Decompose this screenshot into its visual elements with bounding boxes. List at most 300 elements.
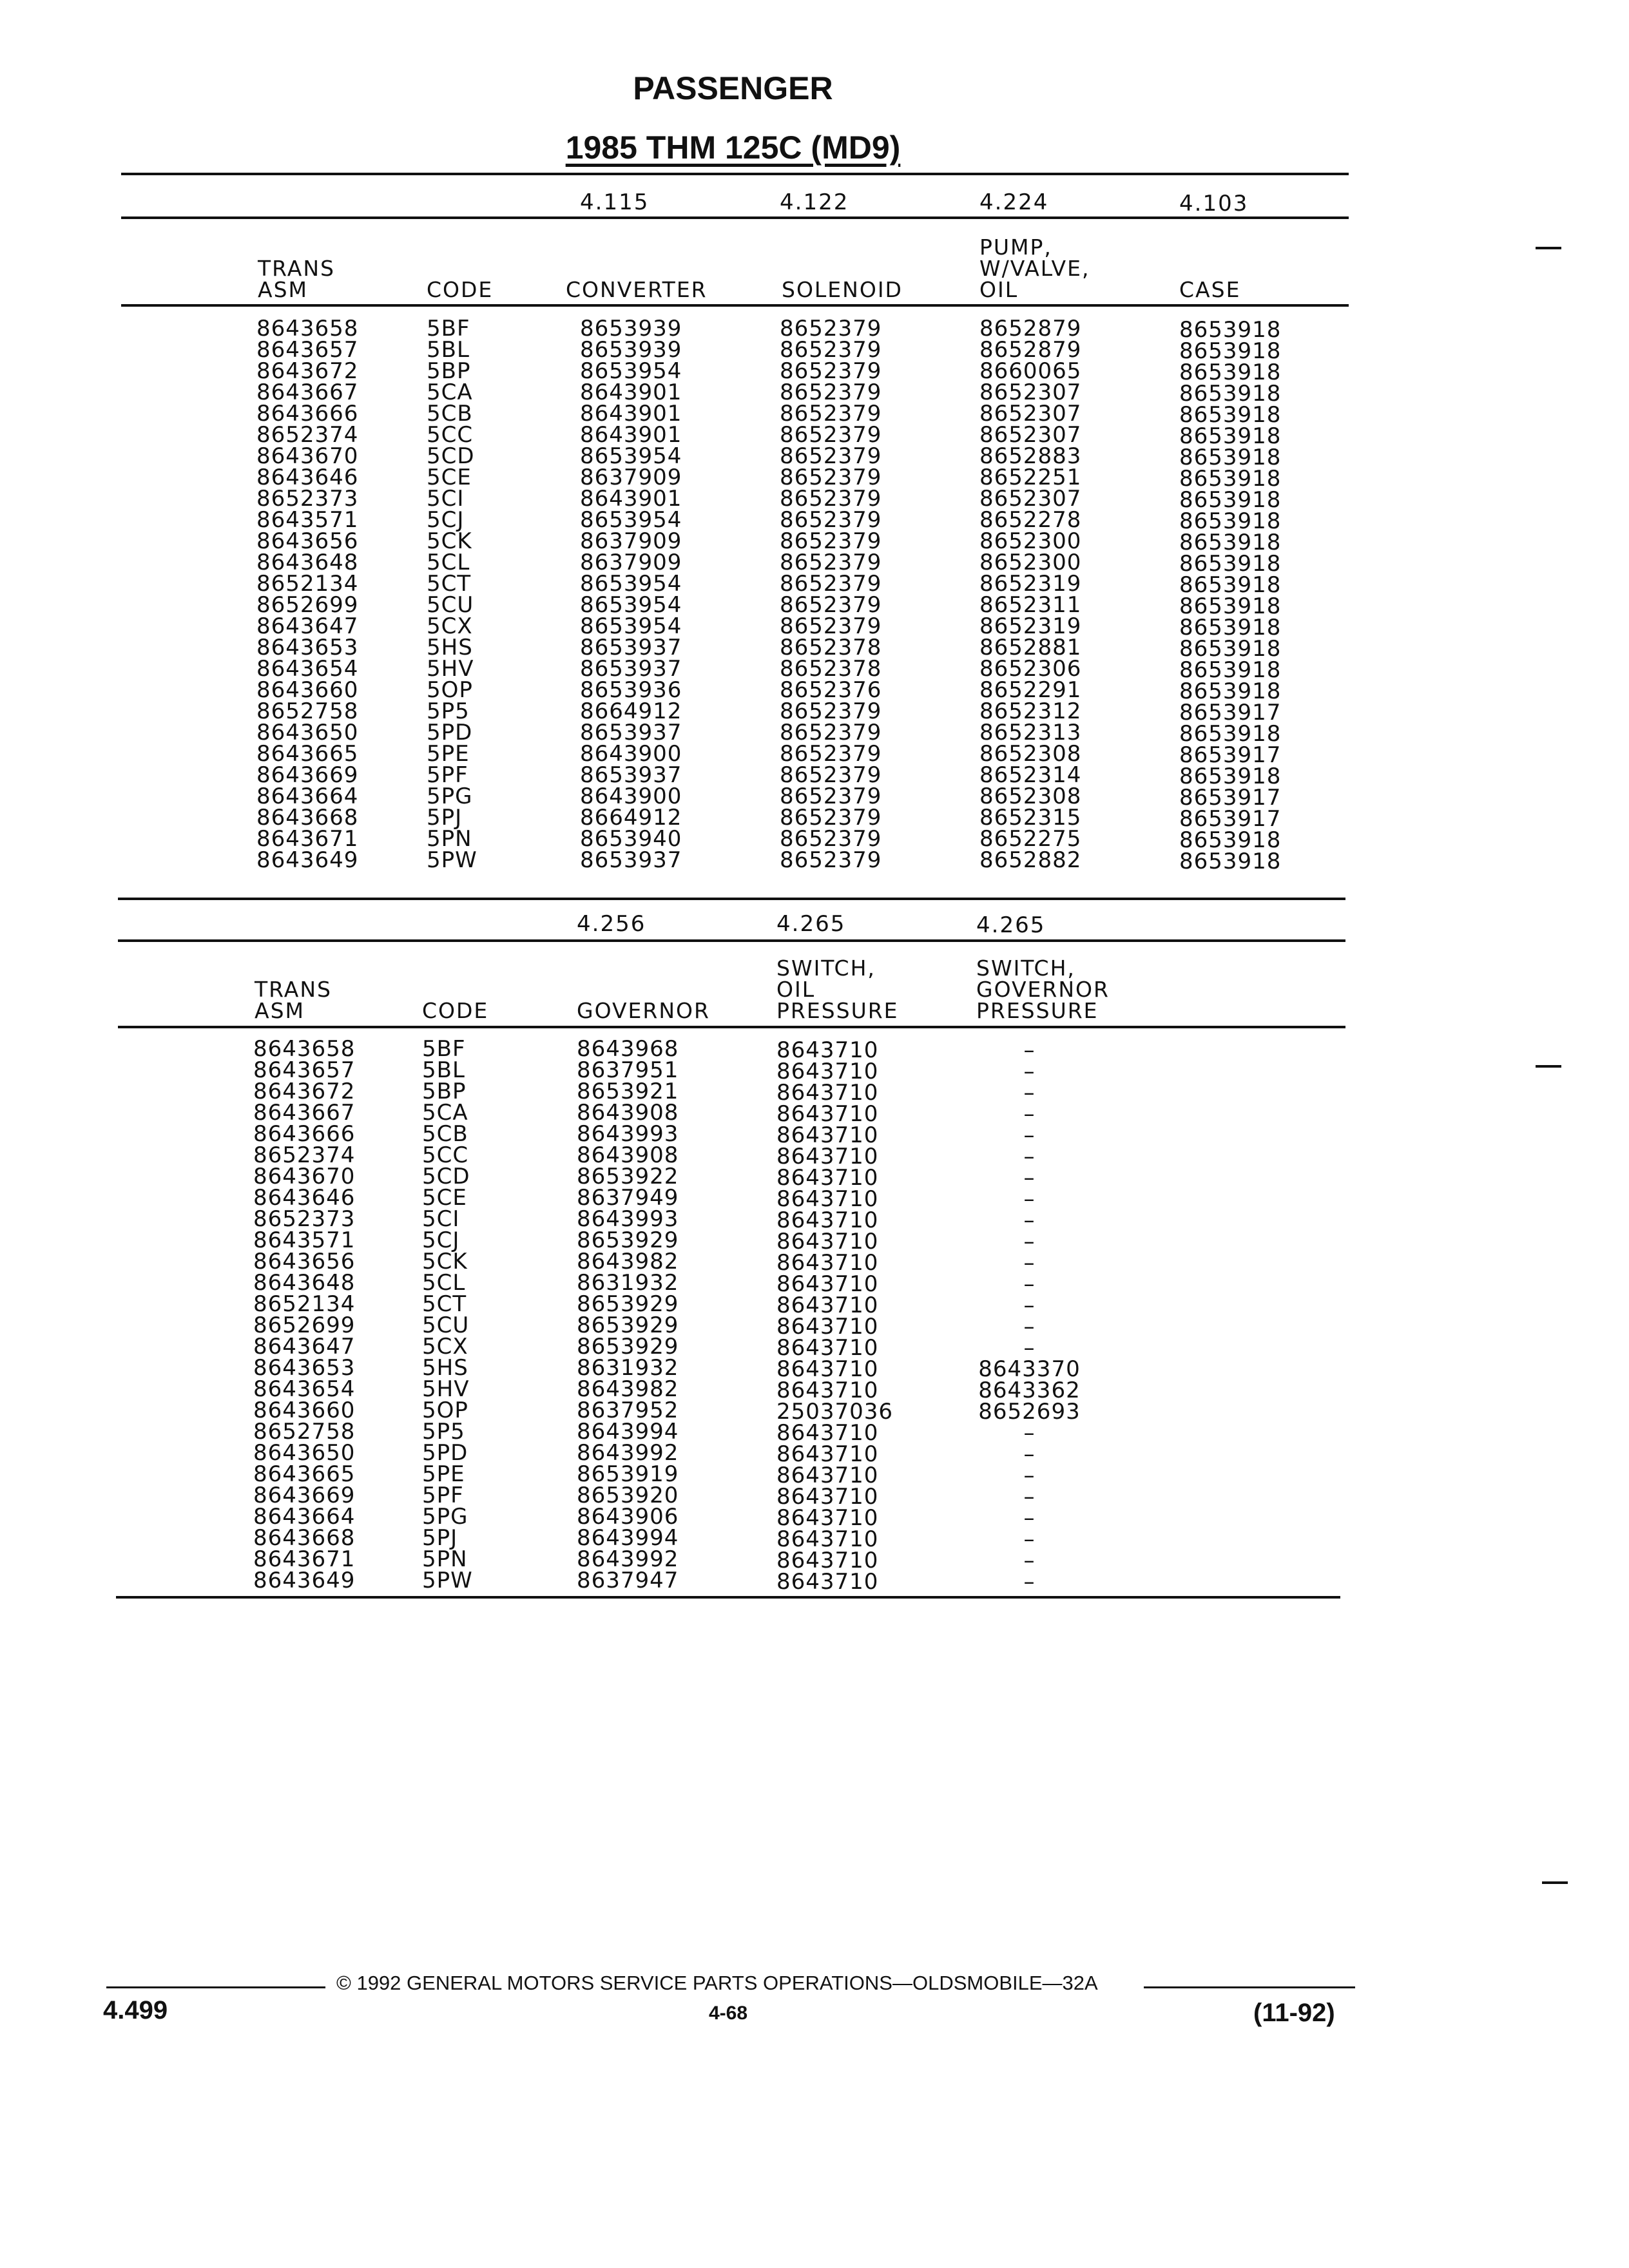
table-cell: 8653918: [1179, 593, 1282, 619]
footer-date: (11-92): [1253, 1999, 1335, 2027]
table-cell: 5CA: [422, 1100, 468, 1126]
table-cell: 8652278: [979, 507, 1082, 533]
table-cell: 8643648: [253, 1270, 356, 1296]
table-cell: 8652699: [256, 592, 359, 618]
table2-group-governor-pressure: 4.265: [976, 912, 1046, 938]
table1-header-converter: CONVERTER: [566, 277, 708, 302]
table1-col-case: [1179, 317, 1282, 874]
table-cell: 8653918: [1179, 338, 1282, 364]
table-cell: 8643993: [577, 1121, 679, 1147]
table-cell: 8652879: [979, 316, 1082, 341]
table-cell: 8652300: [979, 528, 1082, 554]
table-cell: 8643665: [256, 741, 359, 767]
table-cell: 8653954: [580, 443, 682, 469]
table-cell: 5HS: [422, 1355, 468, 1381]
table-cell: 8637909: [580, 528, 682, 554]
table-cell: 8643362: [978, 1378, 1081, 1403]
footer-copyright: © 1992 GENERAL MOTORS SERVICE PARTS OPERATIONS—OLDSMOBILE—32A: [336, 1972, 1098, 1994]
table-cell: 8653918: [1179, 615, 1282, 640]
table-cell: 8652308: [979, 783, 1082, 809]
table-cell: 8652314: [979, 762, 1082, 788]
table-cell: 8643653: [253, 1355, 356, 1381]
table-cell: 8643993: [577, 1206, 679, 1232]
table1-col-pump: [979, 318, 1081, 871]
table-cell: –: [1023, 1186, 1036, 1212]
table-cell: 8643710: [776, 1229, 879, 1254]
table-cell: 8652758: [253, 1419, 356, 1445]
table-cell: 8643908: [577, 1100, 679, 1126]
table-cell: 5CK: [427, 528, 472, 554]
table-cell: 8653937: [580, 847, 682, 873]
table-cell: 8643656: [253, 1249, 356, 1274]
table-cell: 5HS: [427, 635, 473, 660]
table-cell: 8652379: [780, 316, 882, 341]
table-cell: 8652379: [780, 337, 882, 363]
table-cell: 8643649: [253, 1568, 356, 1593]
table-cell: 8653936: [580, 677, 682, 703]
table-cell: 8643657: [253, 1057, 356, 1083]
table-cell: 8643710: [776, 1080, 879, 1106]
table-cell: 5PN: [427, 826, 472, 852]
table2-col-oil-pressure: [776, 1037, 894, 1595]
table-cell: 5CD: [422, 1164, 470, 1189]
table-cell: 8653918: [1179, 657, 1282, 683]
table2-header-code: CODE: [422, 998, 489, 1023]
table-cell: 8643710: [776, 1356, 879, 1382]
table-cell: 5BF: [422, 1036, 466, 1062]
table-cell: 8652379: [780, 528, 882, 554]
table-cell: 8652379: [780, 550, 882, 575]
table1-header-pump: PUMP, W/VALVE, OIL: [979, 235, 1090, 302]
table2-col-governor: [577, 1036, 679, 1593]
table-cell: 8653918: [1179, 423, 1282, 449]
table-cell: 8652379: [780, 486, 882, 512]
table-cell: 8652315: [979, 805, 1082, 831]
table-cell: 5CE: [427, 465, 472, 490]
footer-rule-left: [106, 1986, 325, 1988]
table-cell: 8643710: [776, 1207, 879, 1233]
table2-header-governor: GOVERNOR: [577, 998, 710, 1023]
table-cell: 8637947: [577, 1568, 679, 1593]
table-cell: 8652378: [780, 656, 882, 682]
table-cell: 8643657: [256, 337, 359, 363]
table-cell: –: [1023, 1101, 1036, 1127]
table-cell: 8653918: [1179, 849, 1282, 874]
table-cell: 8643994: [577, 1525, 679, 1551]
table-cell: 8652379: [780, 465, 882, 490]
table-cell: 8637951: [577, 1057, 679, 1083]
footer-rule-right: [1144, 1986, 1355, 1988]
table-cell: 8652379: [780, 380, 882, 405]
table-cell: 8643906: [577, 1504, 679, 1530]
table-cell: 8637949: [577, 1185, 679, 1211]
table-cell: –: [1023, 1420, 1036, 1446]
table-cell: 8652376: [780, 677, 882, 703]
table-cell: 8652379: [780, 401, 882, 427]
table-cell: 8643710: [776, 1101, 879, 1127]
table-cell: 5PW: [422, 1568, 473, 1593]
table-cell: 8653921: [577, 1079, 679, 1104]
table-cell: 8643710: [776, 1144, 879, 1169]
table1-col-trans-asm: [256, 318, 358, 871]
table-cell: 8653917: [1179, 742, 1282, 768]
table-cell: 8652379: [780, 358, 882, 384]
table-cell: 8643658: [253, 1036, 356, 1062]
table-cell: 5CJ: [422, 1227, 460, 1253]
table-cell: 8652374: [253, 1142, 356, 1168]
table-cell: 8652693: [978, 1399, 1081, 1425]
table-cell: 8643654: [256, 656, 359, 682]
table-cell: 5P5: [427, 698, 470, 724]
table-cell: 8652319: [979, 571, 1082, 597]
table-cell: –: [1023, 1441, 1036, 1467]
table-cell: 8653918: [1179, 721, 1282, 747]
table-cell: 8653940: [580, 826, 682, 852]
table-cell: –: [1023, 1229, 1036, 1254]
table-cell: 8643710: [776, 1569, 879, 1595]
table-cell: 8653929: [577, 1312, 679, 1338]
table2-header-governor-pressure: SWITCH, GOVERNOR PRESSURE: [976, 956, 1110, 1023]
table-cell: 8652134: [256, 571, 359, 597]
table-cell: 8643982: [577, 1376, 679, 1402]
table-cell: –: [1023, 1250, 1036, 1276]
table1-header-trans-asm: TRANS ASM: [258, 256, 335, 302]
table-cell: –: [1023, 1526, 1036, 1552]
table-cell: 8643656: [256, 528, 359, 554]
table-cell: 8643992: [577, 1546, 679, 1572]
table-cell: 8664912: [580, 805, 682, 831]
table-cell: 8653939: [580, 316, 682, 341]
table-cell: 8652379: [780, 720, 882, 745]
table-cell: 8652291: [979, 677, 1082, 703]
table-cell: 8643968: [577, 1036, 679, 1062]
table-cell: 8653929: [577, 1291, 679, 1317]
table-cell: 8643647: [256, 613, 359, 639]
table1-col-solenoid: [780, 318, 882, 871]
table-cell: 5HV: [422, 1376, 470, 1402]
table-cell: 8643710: [776, 1441, 879, 1467]
table-cell: 5CI: [427, 486, 465, 512]
table-cell: 5CC: [427, 422, 474, 448]
table-cell: 5CL: [427, 550, 470, 575]
footer-left-number: 4.499: [103, 1996, 168, 2024]
table-cell: 8637909: [580, 465, 682, 490]
table-cell: 8643710: [776, 1122, 879, 1148]
table-cell: 8643710: [776, 1548, 879, 1573]
table-cell: 8653918: [1179, 445, 1282, 470]
table1-col-code: [427, 318, 477, 871]
table-cell: 8643658: [256, 316, 359, 341]
table-cell: 8652379: [780, 762, 882, 788]
table1-header-rule: [121, 304, 1349, 307]
table-cell: 8653918: [1179, 381, 1282, 407]
table-cell: –: [1023, 1144, 1036, 1169]
table-cell: –: [1023, 1165, 1036, 1191]
table-cell: 5CJ: [427, 507, 465, 533]
table-cell: 8652379: [780, 613, 882, 639]
table-cell: 8643908: [577, 1142, 679, 1168]
table-cell: 8652379: [780, 443, 882, 469]
table-cell: 8643654: [253, 1376, 356, 1402]
table-cell: 8643901: [580, 422, 682, 448]
table-cell: 8653919: [577, 1461, 679, 1487]
table-cell: 8652308: [979, 741, 1082, 767]
table1-col-converter: [580, 318, 682, 871]
table-cell: 8652883: [979, 443, 1082, 469]
table2-col-governor-pressure: [976, 1037, 1083, 1595]
table-cell: 5CX: [422, 1334, 468, 1360]
table2-group-governor: 4.256: [577, 911, 646, 937]
table-cell: 8653918: [1179, 466, 1282, 492]
table-cell: 8653918: [1179, 572, 1282, 598]
table2-header-rule: [118, 1026, 1345, 1028]
table-cell: 5PE: [422, 1461, 465, 1487]
table-cell: 8652313: [979, 720, 1082, 745]
table-cell: 8653918: [1179, 317, 1282, 343]
table-cell: 8643710: [776, 1526, 879, 1552]
table-cell: 5CC: [422, 1142, 469, 1168]
table-cell: 25037036: [776, 1399, 894, 1425]
table-cell: 8652251: [979, 465, 1082, 490]
table2-col-code: [422, 1036, 473, 1593]
table-cell: –: [1023, 1314, 1036, 1340]
table-cell: 5BP: [427, 358, 471, 384]
margin-mark-bottom: [1542, 1881, 1568, 1884]
table-cell: 5PW: [427, 847, 477, 873]
table-cell: 5PE: [427, 741, 470, 767]
table-cell: 8643710: [776, 1165, 879, 1191]
table-cell: 8652134: [253, 1291, 356, 1317]
table-cell: 8652378: [780, 635, 882, 660]
table-cell: 8652300: [979, 550, 1082, 575]
table-cell: 8643650: [256, 720, 359, 745]
table-cell: 8643668: [256, 805, 359, 831]
table-cell: –: [1023, 1271, 1036, 1297]
footer-page-number: 4-68: [709, 2003, 748, 2024]
table-cell: 8652307: [979, 422, 1082, 448]
table-cell: 8643666: [253, 1121, 356, 1147]
table-cell: 8652379: [780, 783, 882, 809]
table-cell: 5OP: [427, 677, 473, 703]
table2-header-trans-asm: TRANS ASM: [255, 977, 332, 1023]
table-cell: 5BF: [427, 316, 470, 341]
table-cell: 8643650: [253, 1440, 356, 1466]
table2-header-oil-pressure: SWITCH, OIL PRESSURE: [776, 956, 899, 1023]
table-cell: 8643664: [256, 783, 359, 809]
table1-group-solenoid: 4.122: [780, 189, 849, 215]
table-cell: 8643649: [256, 847, 359, 873]
table-cell: 5CU: [427, 592, 474, 618]
table-cell: 8652379: [780, 507, 882, 533]
table-cell: –: [1023, 1037, 1036, 1063]
table-cell: 8664912: [580, 698, 682, 724]
table-cell: 8643571: [253, 1227, 356, 1253]
table-cell: 8652881: [979, 635, 1082, 660]
table-cell: 5CK: [422, 1249, 468, 1274]
table1-group-pump: 4.224: [979, 189, 1049, 215]
table-cell: 5PF: [427, 762, 468, 788]
table-cell: 8643710: [776, 1420, 879, 1446]
table-cell: 8643667: [256, 380, 359, 405]
margin-mark-middle: [1536, 1065, 1561, 1068]
table-cell: 8652882: [979, 847, 1082, 873]
table-cell: 5CB: [422, 1121, 468, 1147]
table-cell: 8643710: [776, 1250, 879, 1276]
table-cell: 8643669: [256, 762, 359, 788]
table-cell: 8643670: [256, 443, 359, 469]
table-cell: 8653918: [1179, 678, 1282, 704]
table-cell: 8652306: [979, 656, 1082, 682]
table-cell: 8652374: [256, 422, 359, 448]
table-cell: 8653918: [1179, 530, 1282, 555]
table-cell: 5BL: [422, 1057, 465, 1083]
table-cell: 8653918: [1179, 764, 1282, 789]
table-cell: 8653918: [1179, 636, 1282, 662]
table-cell: 8643710: [776, 1293, 879, 1318]
table-cell: 8652311: [979, 592, 1082, 618]
table-cell: 8652379: [780, 422, 882, 448]
table-cell: 5CE: [422, 1185, 467, 1211]
table-cell: 8652699: [253, 1312, 356, 1338]
table-cell: 8643900: [580, 783, 682, 809]
table1-group-case: 4.103: [1179, 191, 1249, 216]
table-cell: –: [1023, 1548, 1036, 1573]
table-cell: 8643710: [776, 1484, 879, 1510]
table-cell: 8643671: [256, 826, 359, 852]
table-cell: 8653920: [577, 1483, 679, 1508]
table-cell: 8652379: [780, 826, 882, 852]
table-cell: 8643664: [253, 1504, 356, 1530]
table-cell: 8643992: [577, 1440, 679, 1466]
table-cell: 8653929: [577, 1334, 679, 1360]
table-cell: 8637952: [577, 1398, 679, 1423]
table-cell: 8653954: [580, 571, 682, 597]
table-cell: 8652275: [979, 826, 1082, 852]
table-cell: 8643901: [580, 401, 682, 427]
table2-top-rule: [118, 898, 1345, 900]
table-cell: 5CB: [427, 401, 473, 427]
table-cell: 8643710: [776, 1505, 879, 1531]
table-cell: 5BP: [422, 1079, 467, 1104]
table-cell: 8643669: [253, 1483, 356, 1508]
table-cell: 8653937: [580, 635, 682, 660]
table-cell: 8643665: [253, 1461, 356, 1487]
table-cell: 8643901: [580, 380, 682, 405]
table-cell: 8652758: [256, 698, 359, 724]
table2-group-rule: [118, 939, 1345, 942]
table-cell: 8653954: [580, 507, 682, 533]
table-cell: 8653917: [1179, 700, 1282, 726]
table-cell: 5PG: [422, 1504, 468, 1530]
table-cell: 8652319: [979, 613, 1082, 639]
table-cell: 8652379: [780, 571, 882, 597]
table1-group-rule: [121, 216, 1349, 219]
table-cell: 8643667: [253, 1100, 356, 1126]
table-cell: 5PD: [427, 720, 473, 745]
table-cell: 5PJ: [427, 805, 463, 831]
table-cell: –: [1023, 1569, 1036, 1595]
table-cell: 8653937: [580, 656, 682, 682]
table-cell: 8653918: [1179, 487, 1282, 513]
table-cell: 8643672: [253, 1079, 356, 1104]
table-cell: 5CL: [422, 1270, 466, 1296]
page-subtitle: 1985 THM 125C (MD9): [565, 130, 901, 166]
table-cell: 8643647: [253, 1334, 356, 1360]
table-cell: 8652879: [979, 337, 1082, 363]
table-cell: 8653918: [1179, 827, 1282, 853]
table-cell: 8643710: [776, 1271, 879, 1297]
table-cell: 8653929: [577, 1227, 679, 1253]
table-cell: 5CX: [427, 613, 473, 639]
table2-col-trans-asm: [253, 1036, 356, 1593]
table-cell: 5CU: [422, 1312, 470, 1338]
table-cell: 8643710: [776, 1378, 879, 1403]
table-cell: 8643666: [256, 401, 359, 427]
table-cell: 8652307: [979, 401, 1082, 427]
table1-header-solenoid: SOLENOID: [782, 277, 903, 302]
table-cell: 8643901: [580, 486, 682, 512]
table-cell: 8653917: [1179, 806, 1282, 832]
table-cell: 8643672: [256, 358, 359, 384]
table-cell: 8643710: [776, 1059, 879, 1084]
table-cell: 8631932: [577, 1355, 679, 1381]
table-cell: 8653917: [1179, 785, 1282, 811]
table-cell: 8643710: [776, 1037, 879, 1063]
table-cell: 8652307: [979, 486, 1082, 512]
table-cell: 8643710: [776, 1186, 879, 1212]
margin-mark-top: [1536, 247, 1561, 249]
table-cell: –: [1023, 1293, 1036, 1318]
table2-bottom-rule: [116, 1596, 1340, 1599]
table-cell: –: [1023, 1335, 1036, 1361]
table-cell: 8643710: [776, 1314, 879, 1340]
table-cell: 8653939: [580, 337, 682, 363]
table-cell: 5PG: [427, 783, 473, 809]
table-cell: 8653922: [577, 1164, 679, 1189]
table-cell: 8643710: [776, 1463, 879, 1488]
table-cell: 8643646: [256, 465, 359, 490]
table-cell: 8643370: [978, 1356, 1081, 1382]
table1-top-rule: [121, 173, 1349, 175]
table-cell: 8652379: [780, 698, 882, 724]
table-cell: –: [1023, 1207, 1036, 1233]
table-cell: 8652379: [780, 847, 882, 873]
table-cell: 5P5: [422, 1419, 465, 1445]
table-cell: 8653918: [1179, 360, 1282, 385]
table-cell: 8643648: [256, 550, 359, 575]
table1-header-case: CASE: [1179, 277, 1241, 302]
table-cell: 5CI: [422, 1206, 460, 1232]
table-cell: 8653918: [1179, 508, 1282, 534]
table2-group-oil-pressure: 4.265: [776, 911, 846, 937]
table1-header-code: CODE: [427, 277, 494, 302]
table-cell: 8643660: [256, 677, 359, 703]
table-cell: 8652373: [253, 1206, 356, 1232]
table-cell: 5OP: [422, 1398, 468, 1423]
table-cell: 5PF: [422, 1483, 464, 1508]
table-cell: 8643571: [256, 507, 359, 533]
table-cell: 5PN: [422, 1546, 468, 1572]
table-cell: 5PJ: [422, 1525, 458, 1551]
table-cell: –: [1023, 1122, 1036, 1148]
table-cell: 5HV: [427, 656, 474, 682]
table-cell: 5CD: [427, 443, 475, 469]
table-cell: –: [1023, 1059, 1036, 1084]
table-cell: 5BL: [427, 337, 470, 363]
table-cell: –: [1023, 1463, 1036, 1488]
table-cell: 8637909: [580, 550, 682, 575]
table-cell: 8653954: [580, 592, 682, 618]
